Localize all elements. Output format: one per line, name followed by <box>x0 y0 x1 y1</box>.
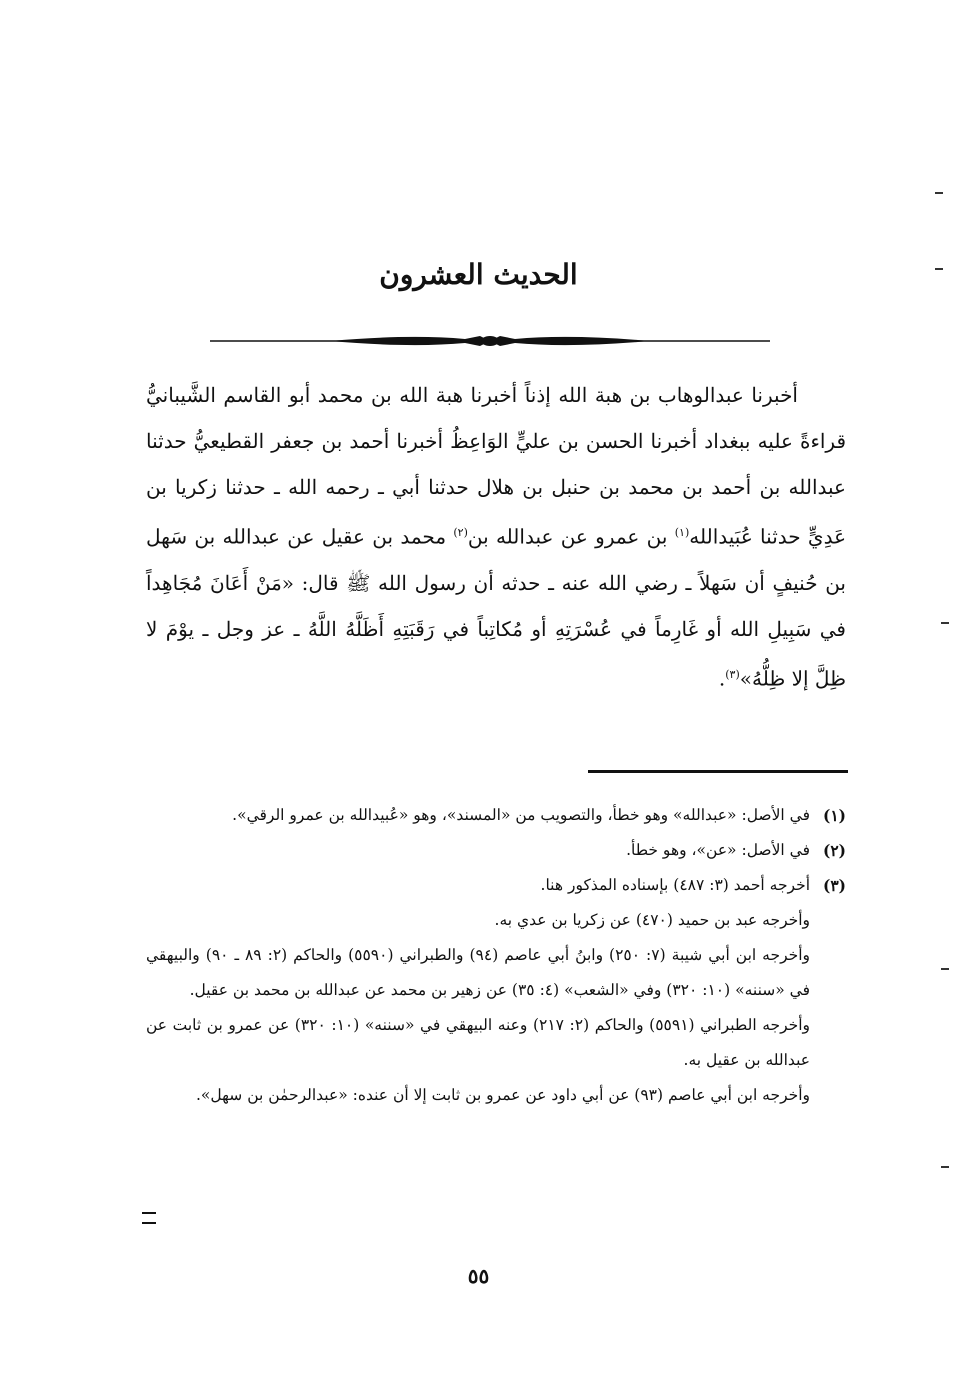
margin-tick <box>935 192 943 194</box>
margin-tick <box>941 622 949 624</box>
footnote-item <box>146 833 846 868</box>
hadith-text <box>146 372 846 701</box>
footnote-line: وأخرجه ابن أبي شيبة (٧: ٢٥٠) وابنُ أبي عاصم (٩٤) والطبراني (٥٥٩٠) والحاكم (٢: ٨٩ ـ ٩٠) والبيهقي في «سننه» (١٠: ٣٢٠) وفي «الشعب» (٤: ٣٥) عن زهير بن محمد عن عبدالله بن محمد بن عقيل. <box>146 946 810 999</box>
footnote-line: في الأصل: «عبدالله» وهو خطأ، والتصويب من «المسند»، وهو «عُبيدالله بن عمرو الرقي». <box>232 806 810 824</box>
footnote-line: في الأصل: «عن»، وهو خطأ. <box>626 841 810 859</box>
footnote-number: (٢) <box>822 841 846 860</box>
paragraph-end: . <box>718 666 726 691</box>
footnote-line: وأخرجه ابن أبي عاصم (٩٣) عن أبي داود عن عمرو بن ثابت إلا أن عنده: «عبدالرحمٰن بن سهل». <box>195 1086 810 1104</box>
footnotes <box>146 798 846 1113</box>
continuation-mark <box>142 1212 156 1224</box>
isnad-text: أخبرنا عبدالوهاب بن هبة الله إذناً أخبرنا هبة الله بن محمد أبو القاسم الشَّيبانيُّ قراءةً عليه ببغداد أخبرنا الحسن بن عليٍّ الوَاعِظُ أخبرنا أحمد بن جعفر القطيعيُّ حدثنا عبدالله بن أحمد بن محمد بن حنبل بن هلال حدثنا أبي ـ رحمه الله ـ حدثنا زكريا بن عَدِيٍّ حدثنا عُبَيدالله <box>146 383 847 549</box>
footnote-line: وأخرجه عبد بن حميد (٤٧٠) عن زكريا بن عدي به. <box>494 911 810 929</box>
margin-tick <box>935 268 943 270</box>
footnote-text <box>146 868 810 1113</box>
footnote-ref-1[interactable]: (١) <box>674 526 690 539</box>
footnote-ref-2[interactable]: (٢) <box>453 526 468 539</box>
footnote-separator <box>588 770 848 773</box>
margin-tick <box>941 968 949 970</box>
footnote-number: (١) <box>822 806 846 825</box>
hadith-paragraph <box>146 372 846 701</box>
ornamental-divider <box>210 330 770 352</box>
hadith-heading: الحديث العشرون <box>379 258 578 291</box>
footnote-line: أخرجه أحمد (٣: ٤٨٧) بإسناده المذكور هنا. <box>540 876 810 894</box>
footnote-number: (٣) <box>822 876 846 895</box>
footnote-ref-3[interactable]: (٣) <box>725 667 740 681</box>
footnote-text <box>146 833 810 868</box>
margin-tick <box>941 1166 949 1168</box>
footnote-line: وأخرجه الطبراني (٥٥٩١) والحاكم (٢: ٢١٧) وعنه البيهقي في «سننه» (١٠: ٣٢٠) عن عمرو بن ثابت عن عبدالله بن عقيل به. <box>146 1016 811 1069</box>
page-number: ٥٥ <box>467 1264 490 1288</box>
footnote-item <box>146 798 846 833</box>
footnote-item <box>146 868 846 1113</box>
matn-text: محمد بن عقيل عن عبدالله بن سَهل بن حُنيفٍ أن سَهلاً ـ رضي الله عنه ـ حدثه أن رسول الله ﷺ قال: «مَنْ أَعَانَ مُجَاهِداً في سَبِيلِ الله أو غَارِماً في عُسْرَتِهِ أو مُكاتِباً في رَقَبَتِهِ أَظَلَّهُ اللَّهُ ـ عز وجل ـ يوْمَ لا ظِلَّ إلا ظِلُّهُ» <box>146 524 846 691</box>
isnad-text-continued: بن عمرو عن عبدالله بن <box>467 524 675 549</box>
footnote-text <box>146 798 810 833</box>
